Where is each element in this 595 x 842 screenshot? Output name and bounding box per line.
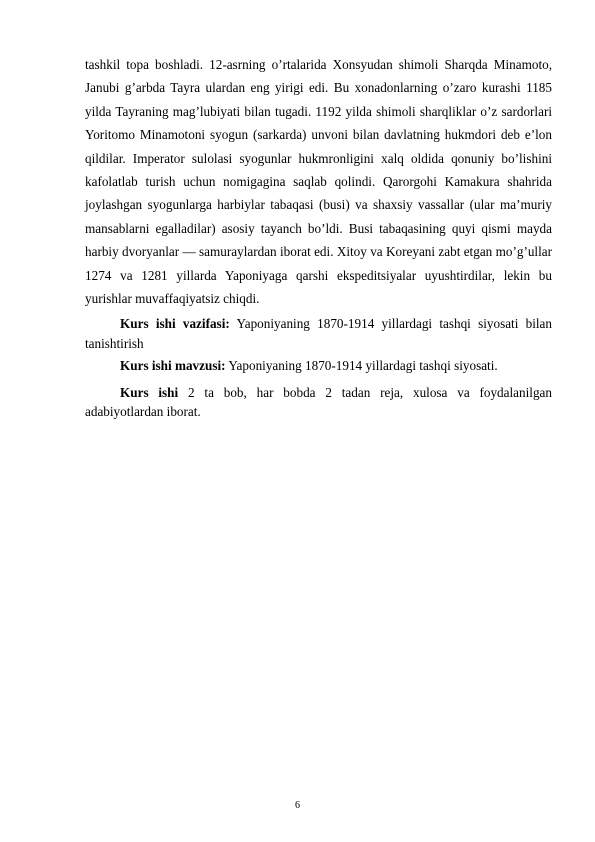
course-structure-paragraph [85, 383, 552, 422]
intro-paragraph: tashkil topa boshladi. 12-asrning o’rtalarida Xonsyudan shimoli Sharqda Minamoto, Janubi g’arbda Tayra ulardan eng yirigi edi. Bu xonadonlarning o’zaro kurashi 1185 yilda Tayraning mag’lubiyati bilan tugadi. 1192 yilda shimoli sharqliklar o’z sardorlari Yoritomo Minamotoni syogun (sarkarda) unvoni bilan davlatning hukmdori deb e’lon qildilar. Imperator sulolasi syogunlar hukmronligini xalq oldida qonuniy bo’lishini kafolatlab turish uchun nomigagina saqlab qolindi. Qarorgohi Kamakura shahrida joylashgan syogunlarga harbiylar tabaqasi (busi) va shaxsiy vassallar (ular ma’muriy mansablarni egalladilar) asosiy tayanch bo’ldi. Busi tabaqasining quyi qismi mayda harbiy dvoryanlar — samuraylardan iborat edi. Xitoy va Koreyani zabt etgan mo’g’ullar 1274 va 1281 yillarda Yaponiyaga qarshi ekspeditsiyalar uyushtirdilar, lekin bu yurishlar muvaffaqiyatsiz chiqdi. [85, 57, 552, 307]
course-task-label: Kurs ishi vazifasi: [120, 316, 230, 332]
course-topic-text: Yaponiyaning 1870-1914 yillardagi tashqi siyosati. [225, 358, 498, 374]
course-topic-label: Kurs ishi mavzusi: [120, 358, 226, 374]
course-task-paragraph [85, 314, 552, 353]
document-page [85, 53, 552, 422]
course-structure-text: 2 ta bob, har bobda 2 tadan reja, xulosa va foydalanilgan adabiyotlardan iborat. [85, 384, 552, 420]
course-topic-paragraph [85, 356, 552, 376]
page-number: 6 [295, 800, 300, 811]
course-task-text: Yaponiyaning 1870-1914 yillardagi tashqi siyosati bilan tanishtirish [85, 316, 552, 351]
course-structure-label: Kurs ishi [120, 384, 179, 400]
